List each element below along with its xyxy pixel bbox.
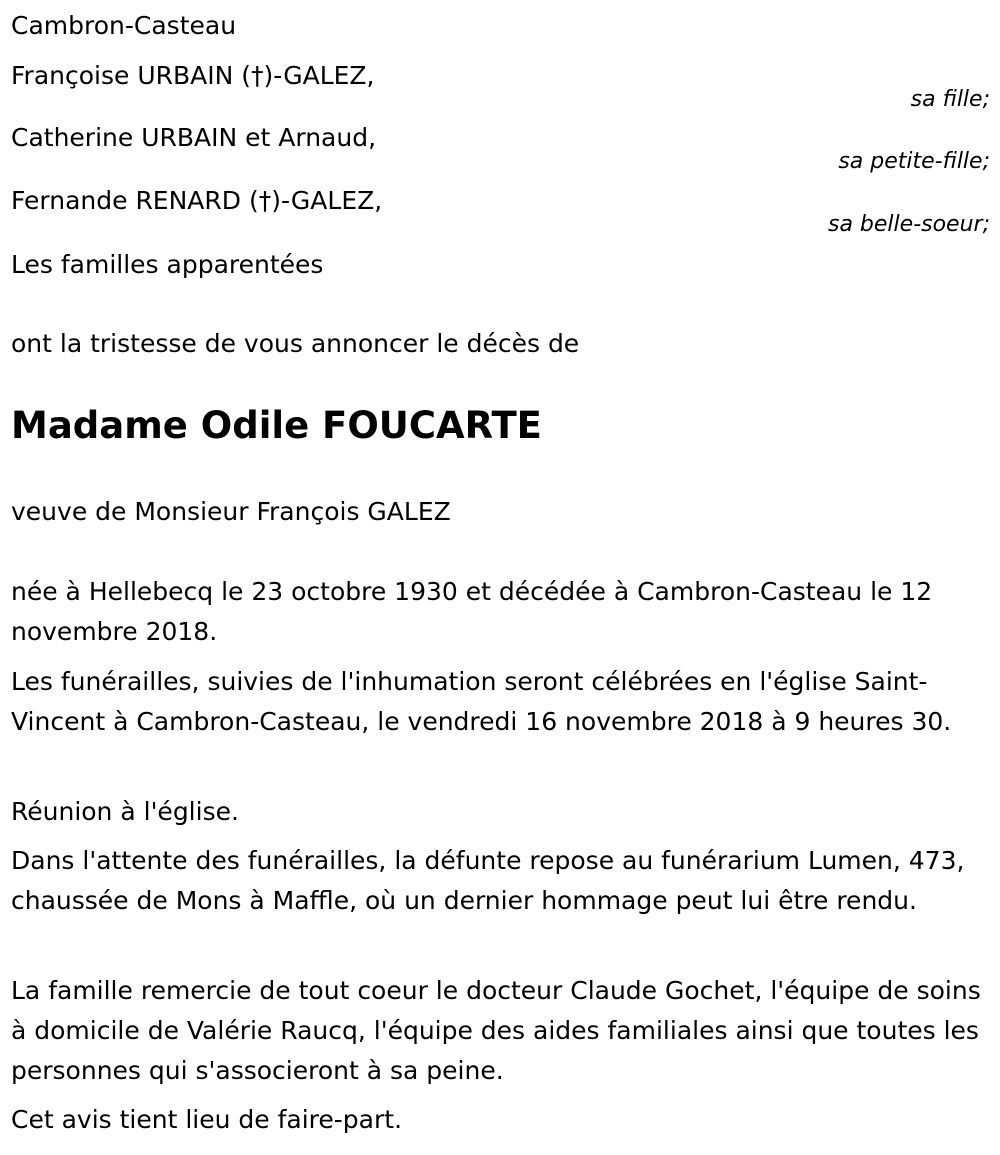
funerarium-paragraph: Dans l'attente des funérailles, la défunte repose au funérarium Lumen, 473, chaussée de Mons à Maffle, où un dernier hommage peut lui être rendu. [11, 846, 965, 915]
family-member-name: Fernande RENARD (†)-GALEZ, [11, 186, 383, 215]
funeral-paragraph: Les funérailles, suivies de l'inhumation seront célébrées en l'église Saint-Vincent à Cambron-Casteau, le vendredi 16 novembre 2018 à 9 heures 30. [11, 667, 952, 736]
thanks-paragraph: La famille remercie de tout coeur le docteur Claude Gochet, l'équipe de soins à domicile de Valérie Raucq, l'équipe des aides familiales ainsi que toutes les personnes qui s'associeront à sa peine. [11, 976, 981, 1085]
deceased-name: Madame Odile FOUCARTE [11, 404, 542, 447]
spouse-line: veuve de Monsieur François GALEZ [11, 497, 451, 526]
family-member-2 [11, 118, 990, 174]
place-heading: Cambron-Casteau [11, 11, 237, 40]
family-member-relation: sa belle-soeur; [828, 212, 990, 237]
family-member-name: Françoise URBAIN (†)-GALEZ, [11, 61, 375, 90]
family-member-name: Catherine URBAIN et Arnaud, [11, 123, 377, 152]
family-member-relation: sa fille; [910, 87, 990, 112]
birth-death-paragraph: née à Hellebecq le 23 octobre 1930 et décédée à Cambron-Casteau le 12 novembre 2018. [11, 577, 933, 646]
family-member-relation: sa petite-fille; [838, 149, 990, 174]
extended-family: Les familles apparentées [11, 250, 324, 279]
announcement-text: ont la tristesse de vous annoncer le décès de [11, 329, 580, 358]
family-member-1 [11, 56, 990, 112]
family-member-3 [11, 181, 990, 237]
notice-footer: Cet avis tient lieu de faire-part. [11, 1105, 403, 1134]
meeting-paragraph: Réunion à l'église. [11, 797, 239, 826]
